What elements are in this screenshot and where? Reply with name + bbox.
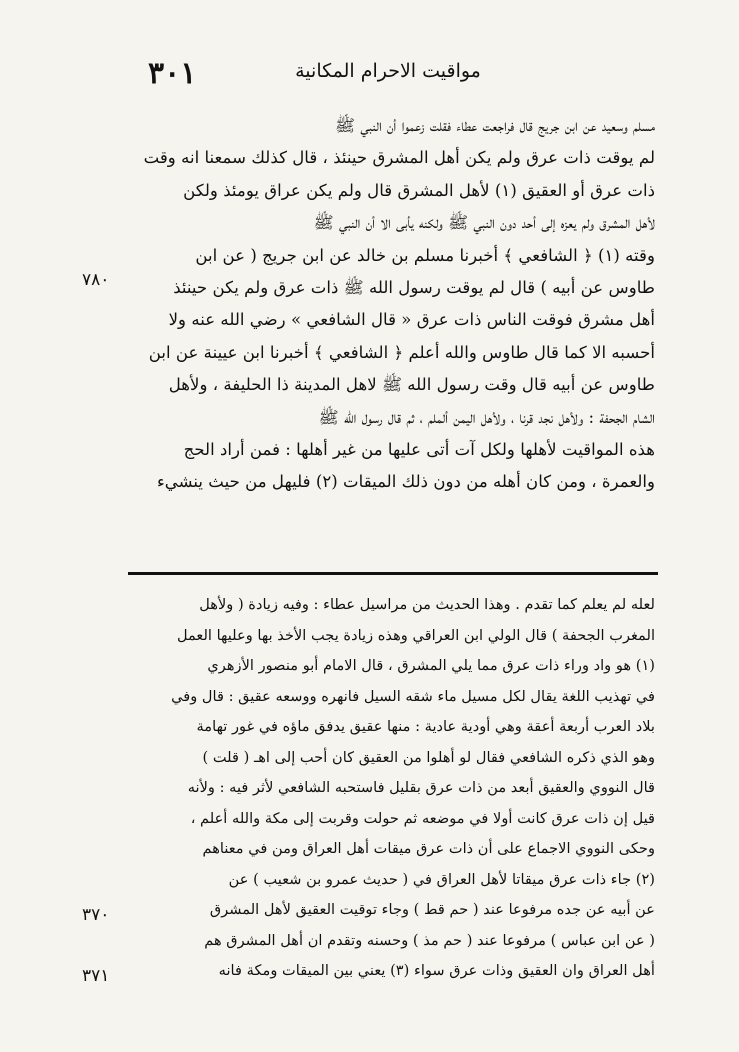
footnote-line: وحكى النووي الاجماع على أن ذات عرق ميقات أهل العراق ومن في معناهم <box>202 840 655 857</box>
footnote-line: قال النووي والعقيق أبعد من ذات عرق بقليل فاستحبه الشافعي لأثر فيه : ولأنه <box>187 779 655 796</box>
main-line: لأهل المشرق ولم يعزه إلى أحد دون النبي ﷺ ولكنه يأبى الا أن النبي ﷺ <box>313 213 655 233</box>
footnote-line: المغرب الجحفة ) قال الولي ابن العراقي وهذه زيادة يجب الأخذ بها وعليها العمل <box>176 626 655 644</box>
footnote-line: في تهذيب اللغة يقال لكل مسيل ماء شقه السيل فانهره ووسعه عقيق : قال وفي <box>171 687 655 705</box>
main-line: أهل مشرق فوقت الناس ذات عرق « قال الشافعي » رضي الله عنه ولا <box>168 310 655 330</box>
footnote-divider <box>128 572 658 575</box>
footnote-line: وهو الذي ذكره الشافعي فقال لو أهلوا من العقيق كان أحب إلى اهـ ( قلت ) <box>202 748 655 766</box>
main-line: هذه المواقيت لأهلها ولكل آت أتى عليها من غير أهلها : فمن أراد الحج <box>183 439 655 459</box>
main-line: طاوس عن أبيه ) قال لم يوقت رسول الله ﷺ ذات عرق ولم يكن حينئذ <box>173 277 655 297</box>
footnote-line: بلاد العرب أربعة أعقة وهي أودية عادية : منها عقيق يدفق ماؤه في غور تهامة <box>196 718 655 735</box>
footnote-line: أهل العراق وان العقيق وذات عرق سواء (٣) يعني بين الميقات ومكة فانه <box>218 962 655 979</box>
footnotes <box>140 590 655 987</box>
main-line: والعمرة ، ومن كان أهله من دون ذلك الميقات (٢) فليهل من حيث ينشيء <box>156 472 655 492</box>
margin-number-371: ٣٧١ <box>82 966 110 986</box>
footnote-line: ( عن ابن عباس ) مرفوعا عند ( حم مذ ) وحسنه وتقدم ان أهل المشرق هم <box>204 931 655 949</box>
running-title: مواقيت الاحرام المكانية <box>295 60 481 82</box>
main-line: لم يوقت ذات عرق ولم يكن أهل المشرق حينئذ ، قال كذلك سمعنا انه وقت <box>143 148 655 168</box>
footnote-line: (١) هو واد وراء ذات عرق مما يلي المشرق ، قال الامام أبو منصور الأزهري <box>207 657 655 674</box>
main-line: الشام الجحفة : ولأهل نجد قرنا ، ولأهل اليمن ألملم ، ثم قال رسول الله ﷺ <box>318 407 655 427</box>
main-line: طاوس عن أبيه قال وقت رسول الله ﷺ لاهل المدينة ذا الحليفة ، ولأهل <box>168 375 655 395</box>
margin-number-780: ٧٨٠ <box>82 270 110 290</box>
page-number: ٣٠١ <box>148 56 197 91</box>
main-line: وقته (١) ﴿ الشافعي ﴾ أخبرنا مسلم بن خالد عن ابن جريج ( عن ابن <box>195 245 655 265</box>
main-line: ذات عرق أو العقيق (١) لأهل المشرق قال ولم يكن عراق يومئذ ولكن <box>183 180 655 200</box>
margin-number-370: ٣٧٠ <box>82 905 110 925</box>
main-text <box>140 110 655 499</box>
main-line: أحسبه الا كما قال طاوس والله أعلم ﴿ الشافعي ﴾ أخبرنا ابن عيينة عن ابن <box>148 342 655 362</box>
footnote-line: لعله لم يعلم كما تقدم . وهذا الحديث من مراسيل عطاء : وفيه زيادة ( ولأهل <box>199 596 655 613</box>
footnote-line: عن أبيه عن جده مرفوعا عند ( حم قط ) وجاء توقيت العقيق لأهل المشرق <box>209 901 655 918</box>
main-line: مسلم وسعيد عن ابن جريج قال فراجعت عطاء فقلت زعموا أن النبي ﷺ <box>335 116 655 135</box>
footnote-line: (٢) جاء ذات عرق ميقاتا لأهل العراق في ( حديث عمرو بن شعيب ) عن <box>228 870 655 888</box>
footnote-line: قيل إن ذات عرق كانت أولا في موضعه ثم حولت وقربت إلى مكة والله أعلم ، <box>190 809 655 827</box>
